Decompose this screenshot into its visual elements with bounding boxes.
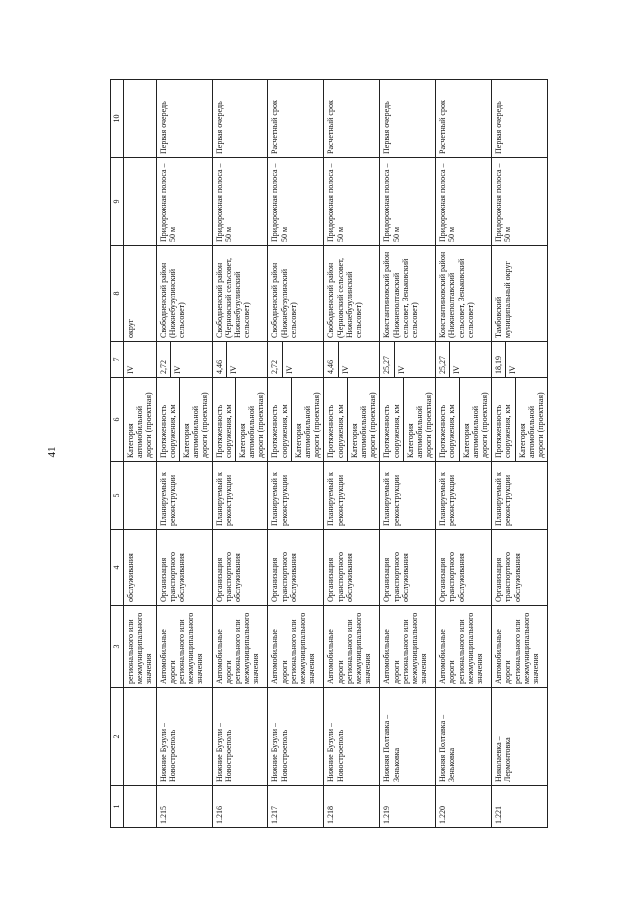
- cell-term: Расчетный срок: [324, 80, 380, 158]
- cell-number: 1.218: [324, 786, 380, 828]
- characteristic-category: Категория автомобильной дороги (проектная): [181, 392, 210, 458]
- cell-empty: [124, 786, 157, 828]
- characteristic-length: Протяженность сооружения, км: [268, 378, 291, 461]
- col-number-9: 9: [111, 158, 124, 246]
- cell-empty: [124, 158, 157, 246]
- cell-zone: Придорожная полоса – 50 м: [436, 158, 492, 246]
- value-length: 4,46: [213, 342, 227, 377]
- cell-location: Тамбовский муниципальный округ: [492, 246, 548, 342]
- col-number-5: 5: [111, 462, 124, 530]
- cell-characteristics: [212, 378, 268, 462]
- cell-values: [436, 342, 492, 378]
- table-row: [212, 80, 268, 828]
- cell-term: Первая очередь: [492, 80, 548, 158]
- cell-location: округ: [124, 246, 157, 342]
- value-length: 25,27: [436, 342, 450, 377]
- cell-zone: Придорожная полоса – 50 м: [212, 158, 268, 246]
- cell-term: Первая очередь: [380, 80, 436, 158]
- characteristic-category: Категория автомобильной дороги (проектная): [405, 392, 434, 458]
- cell-value: IV: [124, 342, 157, 378]
- cell-type: Автомобильные дороги регионального или межмуниципального значения: [492, 606, 548, 688]
- cell-characteristics: [436, 378, 492, 462]
- cell-values: [212, 342, 268, 378]
- cell-status: Планируемый к реконструкции: [156, 462, 212, 530]
- cell-characteristics: [156, 378, 212, 462]
- column-numbers-row: [111, 80, 124, 828]
- cell-location: Константиновский район (Нижнеполтавский сельсовет, Зеньковский сельсовет): [380, 246, 436, 342]
- cell-purpose: Организация транспортного обслуживания: [268, 530, 324, 606]
- cell-purpose: Организация транспортного обслуживания: [436, 530, 492, 606]
- cell-number: 1.219: [380, 786, 436, 828]
- cell-characteristic: Категория автомобильной дороги (проектная): [124, 378, 157, 462]
- characteristic-category: Категория автомобильной дороги (проектная): [237, 392, 266, 458]
- cell-location: Свободненский район (Черновский сельсовет, Нижнебузулинский сельсовет): [324, 246, 380, 342]
- characteristic-category: Категория автомобильной дороги (проектная): [461, 392, 489, 458]
- cell-number: 1.217: [268, 786, 324, 828]
- characteristic-category: Категория автомобильной дороги (проектная): [517, 392, 545, 458]
- cell-type: Автомобильные дороги регионального или межмуниципального значения: [268, 606, 324, 688]
- continuation-row: [124, 80, 157, 828]
- characteristic-category: Категория автомобильной дороги (проектная): [293, 392, 322, 458]
- characteristic-length: Протяженность сооружения, км: [436, 378, 459, 461]
- cell-type: Автомобильные дороги регионального или межмуниципального значения: [380, 606, 436, 688]
- cell-name: Нижняя Полтавка – Зеньковка: [436, 688, 492, 786]
- value-category: IV: [228, 365, 238, 374]
- cell-name: Нижние Бузули – Новостроеполь: [268, 688, 324, 786]
- characteristic-length: Протяженность сооружения, км: [324, 378, 347, 461]
- value-length: 2,72: [157, 342, 171, 377]
- col-number-8: 8: [111, 246, 124, 342]
- cell-values: [492, 342, 548, 378]
- cell-values: [324, 342, 380, 378]
- cell-zone: Придорожная полоса – 50 м: [492, 158, 548, 246]
- table-row: [492, 80, 548, 828]
- cell-type: регионального или межмуниципального значения: [124, 606, 157, 688]
- cell-number: 1.215: [156, 786, 212, 828]
- cell-status: Планируемый к реконструкции: [492, 462, 548, 530]
- cell-term: Расчетный срок: [436, 80, 492, 158]
- cell-purpose: Организация транспортного обслуживания: [324, 530, 380, 606]
- cell-term: Первая очередь: [212, 80, 268, 158]
- cell-type: Автомобильные дороги регионального или межмуниципального значения: [212, 606, 268, 688]
- value-category: IV: [396, 365, 406, 374]
- cell-values: [156, 342, 212, 378]
- cell-name: Нижние Бузули – Новостроеполь: [156, 688, 212, 786]
- cell-status: Планируемый к реконструкции: [268, 462, 324, 530]
- characteristic-category: Категория автомобильной дороги (проектная): [349, 392, 378, 458]
- table-row: [380, 80, 436, 828]
- characteristic-length: Протяженность сооружения, км: [213, 378, 236, 461]
- cell-empty: [124, 688, 157, 786]
- cell-number: 1.221: [492, 786, 548, 828]
- cell-number: 1.220: [436, 786, 492, 828]
- cell-values: [380, 342, 436, 378]
- cell-status: Планируемый к реконструкции: [380, 462, 436, 530]
- page-number: 41: [46, 446, 58, 458]
- cell-values: [268, 342, 324, 378]
- cell-name: Нижняя Полтавка – Зеньковка: [380, 688, 436, 786]
- col-number-4: 4: [111, 530, 124, 606]
- value-length: 2,72: [268, 342, 282, 377]
- characteristic-length: Протяженность сооружения, км: [157, 378, 180, 461]
- col-number-10: 10: [111, 80, 124, 158]
- cell-purpose: Организация транспортного обслуживания: [212, 530, 268, 606]
- cell-characteristics: [268, 378, 324, 462]
- col-number-6: 6: [111, 378, 124, 462]
- value-category: IV: [452, 365, 462, 374]
- cell-status: Планируемый к реконструкции: [436, 462, 492, 530]
- value-category: IV: [172, 365, 182, 374]
- cell-purpose: Организация транспортного обслуживания: [380, 530, 436, 606]
- cell-empty: [124, 462, 157, 530]
- rotated-table-sheet: [110, 80, 606, 828]
- cell-zone: Придорожная полоса – 50 м: [268, 158, 324, 246]
- cell-location: Константиновский район (Нижнеполтавский сельсовет, Зеньковский сельсовет): [436, 246, 492, 342]
- cell-term: Первая очередь: [156, 80, 212, 158]
- cell-term: Расчетный срок: [268, 80, 324, 158]
- cell-location: Свободненский район (Нижнебузулинский сельсовет): [268, 246, 324, 342]
- cell-zone: Придорожная полоса – 50 м: [324, 158, 380, 246]
- value-length: 4,46: [324, 342, 338, 377]
- col-number-1: 1: [111, 786, 124, 828]
- col-number-3: 3: [111, 606, 124, 688]
- table-row: [156, 80, 212, 828]
- cell-name: Нижние Бузули – Новостроеполь: [324, 688, 380, 786]
- table-row: [436, 80, 492, 828]
- cell-purpose: обслуживания: [124, 530, 157, 606]
- value-length: 18,19: [492, 342, 506, 377]
- cell-type: Автомобильные дороги регионального или межмуниципального значения: [156, 606, 212, 688]
- characteristic-length: Протяженность сооружения, км: [380, 378, 403, 461]
- characteristic-length: Протяженность сооружения, км: [492, 378, 515, 461]
- cell-status: Планируемый к реконструкции: [212, 462, 268, 530]
- cell-name: Нижние Бузули – Новостроеполь: [212, 688, 268, 786]
- value-length: 25,27: [380, 342, 394, 377]
- value-category: IV: [508, 365, 518, 374]
- cell-zone: Придорожная полоса – 50 м: [380, 158, 436, 246]
- value-category: IV: [284, 365, 294, 374]
- cell-characteristics: [492, 378, 548, 462]
- col-number-7: 7: [111, 342, 124, 378]
- cell-location: Свободненский район (Черновский сельсовет, Нижнебузулинский сельсовет): [212, 246, 268, 342]
- cell-purpose: Организация транспортного обслуживания: [156, 530, 212, 606]
- col-number-2: 2: [111, 688, 124, 786]
- cell-empty: [124, 80, 157, 158]
- cell-status: Планируемый к реконструкции: [324, 462, 380, 530]
- cell-characteristics: [324, 378, 380, 462]
- cell-purpose: Организация транспортного обслуживания: [492, 530, 548, 606]
- cell-location: Свободненский район (Нижнебузулинский сельсовет): [156, 246, 212, 342]
- cell-number: 1.216: [212, 786, 268, 828]
- cell-type: Автомобильные дороги регионального или межмуниципального значения: [436, 606, 492, 688]
- cell-characteristics: [380, 378, 436, 462]
- table-row: [324, 80, 380, 828]
- value-category: IV: [340, 365, 350, 374]
- table-row: [268, 80, 324, 828]
- cell-type: Автомобильные дороги регионального или межмуниципального значения: [324, 606, 380, 688]
- cell-name: Николаевка – Лермонтовка: [492, 688, 548, 786]
- cell-zone: Придорожная полоса – 50 м: [156, 158, 212, 246]
- road-objects-table: [110, 79, 548, 828]
